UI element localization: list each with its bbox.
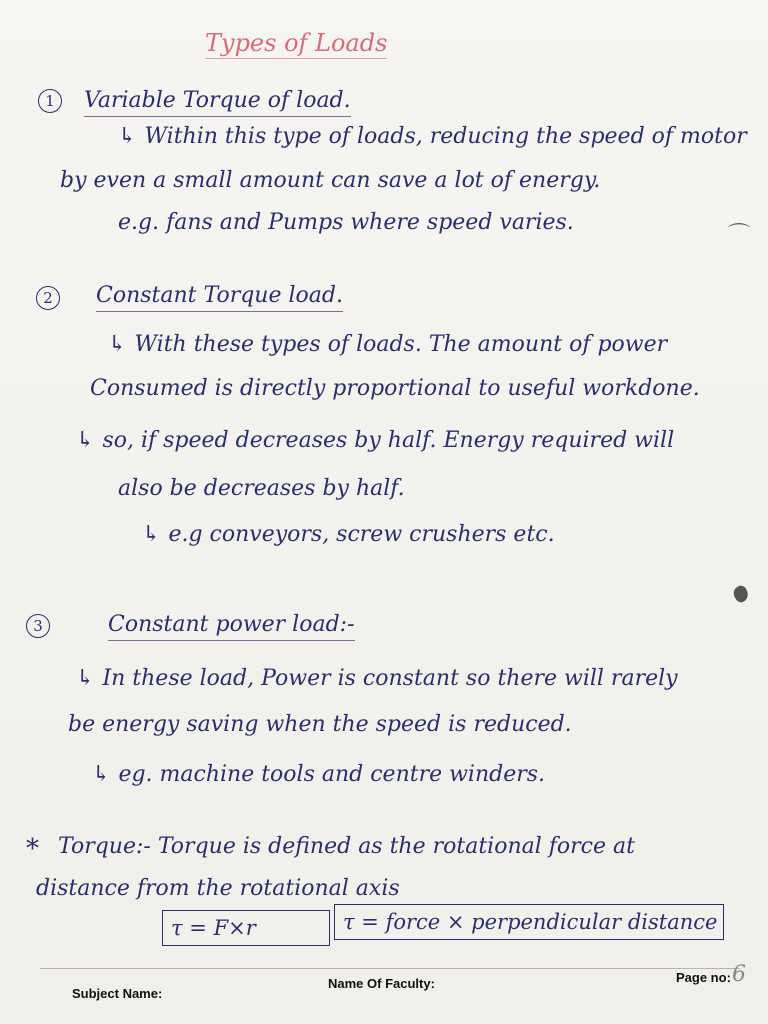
section-2-line-3: ↳ so, if speed decreases by half. Energy required will xyxy=(76,428,675,453)
section-1-line-3: e.g. fans and Pumps where speed varies. xyxy=(118,210,574,235)
arrow-icon: ↳ xyxy=(76,666,95,691)
torque-definition-line-1: Torque:- Torque is defined as the rotational force at xyxy=(58,834,635,859)
section-2-line-5: ↳ e.g conveyors, screw crushers etc. xyxy=(142,522,555,547)
formula-box-1: τ = F×r xyxy=(162,910,330,946)
section-3-line-3: ↳ eg. machine tools and centre winders. xyxy=(92,762,546,787)
page-number-value: 6 xyxy=(732,962,746,987)
section-heading-3: Constant power load:- xyxy=(108,612,355,641)
section-3-line-1: ↳ In these load, Power is constant so there will rarely xyxy=(76,666,678,691)
ink-blot xyxy=(731,584,751,605)
star-bullet: * xyxy=(26,834,39,864)
section-2-line-1: ↳ With these types of loads. The amount of power xyxy=(108,332,668,357)
section-3-line-2: be energy saving when the speed is reduced. xyxy=(68,712,572,737)
section-number-3: 3 xyxy=(26,614,50,638)
subject-name-label: Subject Name: xyxy=(72,986,163,1001)
torque-definition-line-2: distance from the rotational axis xyxy=(36,876,400,901)
section-2-line-4: also be decreases by half. xyxy=(118,476,405,501)
section-1-line-1: ↳ Within this type of loads, reducing the speed of motor xyxy=(118,124,747,149)
page-number-label: Page no: xyxy=(676,970,731,985)
section-2-line-2: Consumed is directly proportional to useful workdone. xyxy=(90,376,700,401)
arrow-icon: ↳ xyxy=(108,332,127,357)
formula-box-2: τ = force × perpendicular distance xyxy=(334,904,724,940)
faculty-name-label: Name Of Faculty: xyxy=(328,976,435,991)
arrow-icon: ↳ xyxy=(92,762,111,787)
section-heading-2: Constant Torque load. xyxy=(96,283,343,312)
footer-divider xyxy=(40,968,740,969)
pen-mark-curl: ⌒ xyxy=(728,223,751,248)
section-1-line-2: by even a small amount can save a lot of energy. xyxy=(60,168,601,193)
section-number-1: 1 xyxy=(38,89,62,113)
section-number-2: 2 xyxy=(36,286,60,310)
page-title: Types of Loads xyxy=(205,29,388,57)
arrow-icon: ↳ xyxy=(142,522,161,547)
section-heading-1: Variable Torque of load. xyxy=(84,88,351,117)
arrow-icon: ↳ xyxy=(76,428,95,453)
arrow-icon: ↳ xyxy=(118,124,137,149)
